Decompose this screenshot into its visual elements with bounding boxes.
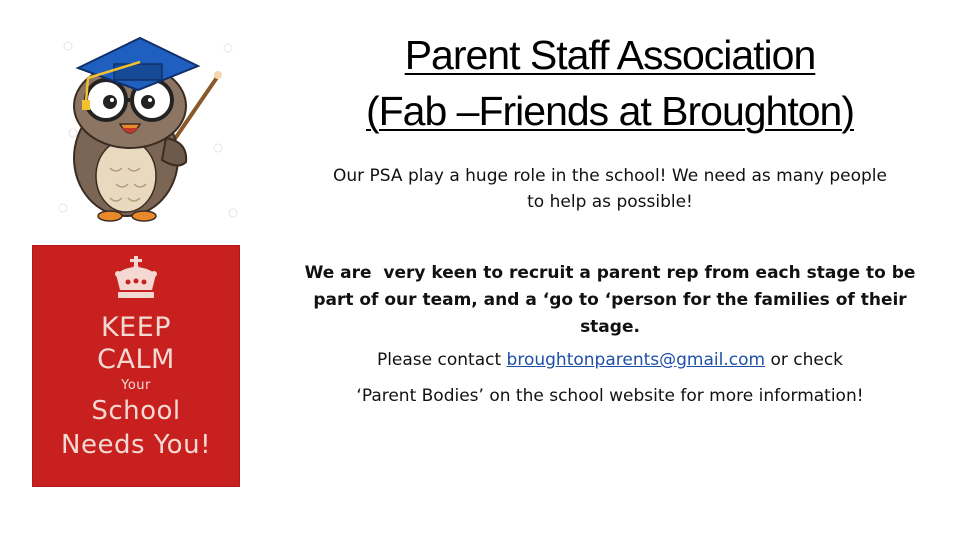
poster-school: School xyxy=(91,396,181,426)
poster-your: Your xyxy=(121,378,151,393)
recruit-line-1: We are very keen to recruit a parent rep from each stage to be xyxy=(304,263,916,283)
poster-needs-you: Needs You! xyxy=(61,430,211,460)
keep-calm-poster xyxy=(32,245,240,487)
intro-line-1: Our PSA play a huge role in the school! We need as many people xyxy=(333,166,887,186)
crown-icon xyxy=(112,256,160,302)
recruit-paragraph xyxy=(270,260,950,341)
intro-line-2: to help as possible! xyxy=(527,192,693,212)
poster-keep: KEEP xyxy=(100,312,172,343)
recruit-line-2: part of our team, and a ‘go to ‘person for the families of their xyxy=(313,290,907,310)
owl-teacher-illustration xyxy=(48,28,258,228)
contact-prefix: Please contact xyxy=(376,350,507,370)
contact-suffix: or check xyxy=(765,350,844,370)
email-link[interactable]: broughtonparents@gmail.com xyxy=(506,350,766,370)
contact-line xyxy=(270,347,950,373)
page-title-line-1: Parent Staff Association xyxy=(404,32,816,78)
recruit-line-3: stage. xyxy=(580,317,640,337)
more-info-line: ‘Parent Bodies’ on the school website for more information! xyxy=(356,386,864,406)
intro-paragraph xyxy=(270,163,950,215)
poster-calm: CALM xyxy=(97,344,175,375)
page-title-line-2: (Fab –Friends at Broughton) xyxy=(365,88,855,134)
